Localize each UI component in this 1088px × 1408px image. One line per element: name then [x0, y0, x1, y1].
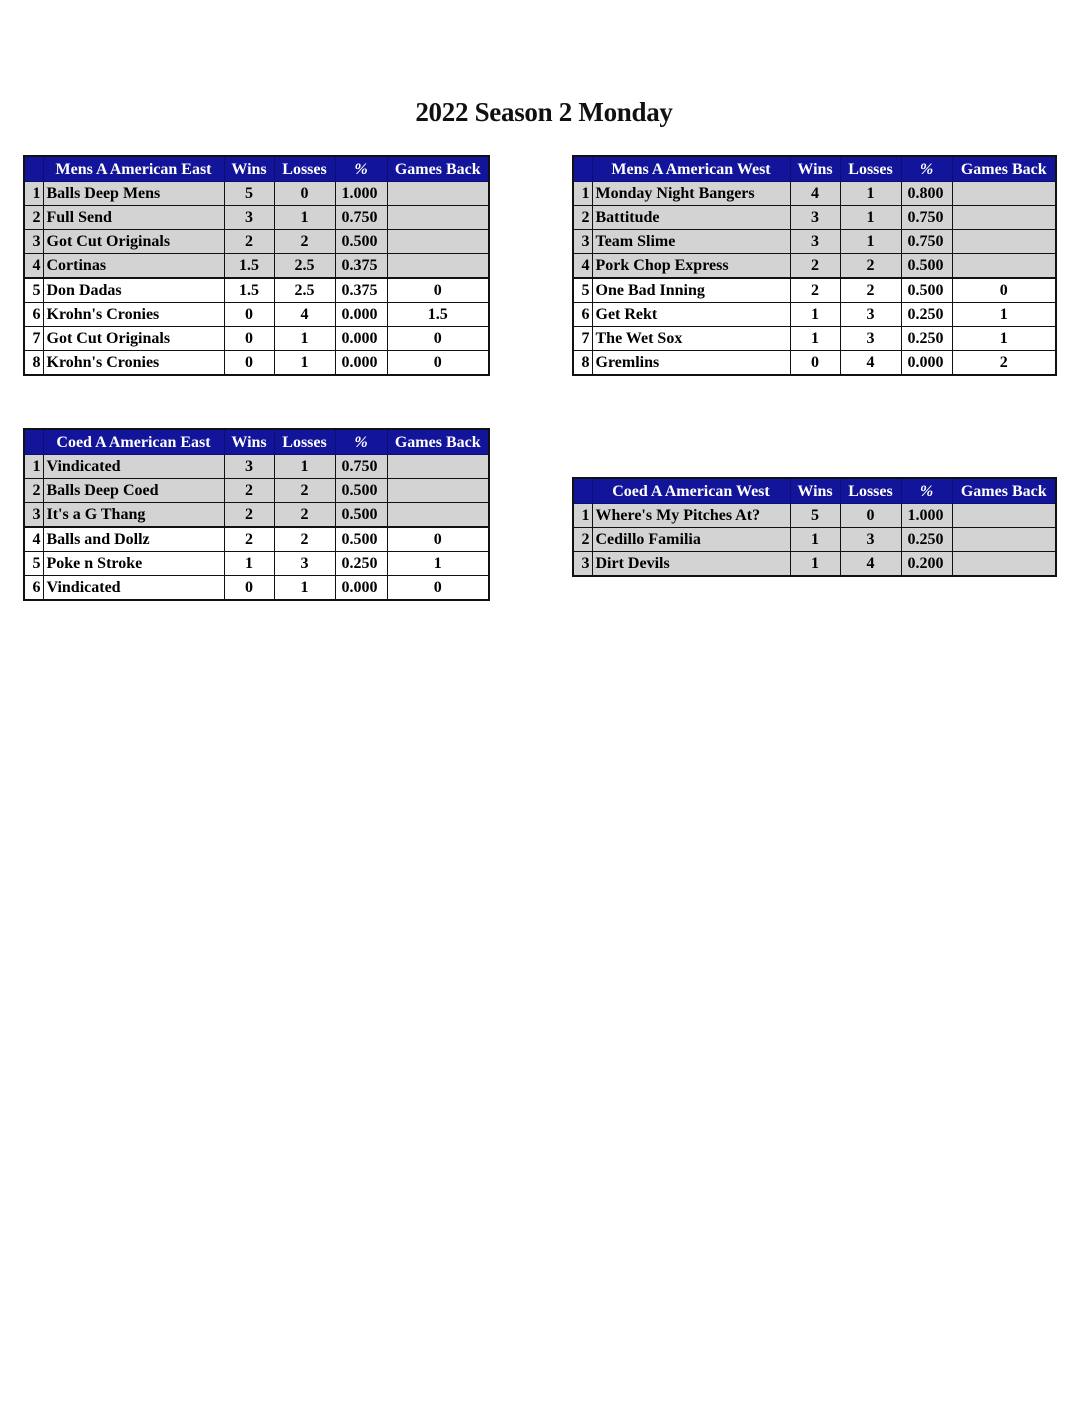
pct-header: % — [335, 156, 387, 182]
standings-table-coed-east — [23, 428, 490, 601]
team-name-cell: Dirt Devils — [592, 552, 790, 577]
table-row — [573, 182, 1056, 206]
page-title: 2022 Season 2 Monday — [415, 97, 673, 127]
rank-header — [573, 478, 592, 504]
losses-cell: 4 — [840, 351, 901, 376]
games-back-cell — [387, 182, 489, 206]
losses-cell: 2.5 — [274, 278, 335, 303]
games-back-cell — [952, 206, 1056, 230]
games-back-cell: 2 — [952, 351, 1056, 376]
losses-cell: 1 — [274, 576, 335, 601]
games-back-cell: 0 — [387, 278, 489, 303]
pct-cell: 0.250 — [901, 303, 952, 327]
division-name: Coed A American East — [43, 429, 224, 455]
rank-cell: 6 — [24, 303, 43, 327]
pct-header: % — [335, 429, 387, 455]
team-name-cell: Krohn's Cronies — [43, 303, 224, 327]
games-back-cell: 1 — [952, 303, 1056, 327]
pct-cell: 0.200 — [901, 552, 952, 577]
division-name: Coed A American West — [592, 478, 790, 504]
losses-cell: 2 — [274, 479, 335, 503]
pct-cell: 0.375 — [335, 254, 387, 279]
losses-cell: 3 — [840, 303, 901, 327]
losses-header: Losses — [840, 156, 901, 182]
rank-cell: 4 — [573, 254, 592, 279]
pct-cell: 0.750 — [901, 206, 952, 230]
losses-cell: 2 — [274, 527, 335, 552]
pct-cell: 1.000 — [901, 504, 952, 528]
rank-cell: 8 — [24, 351, 43, 376]
table-row — [24, 230, 489, 254]
table-row — [24, 503, 489, 528]
pct-cell: 0.500 — [335, 479, 387, 503]
losses-cell: 0 — [274, 182, 335, 206]
wins-cell: 1.5 — [224, 278, 274, 303]
rank-cell: 3 — [24, 230, 43, 254]
games-back-cell — [952, 182, 1056, 206]
pct-cell: 0.000 — [901, 351, 952, 376]
wins-cell: 1 — [790, 552, 840, 577]
team-name-cell: Team Slime — [592, 230, 790, 254]
rank-cell: 6 — [573, 303, 592, 327]
table-row — [24, 479, 489, 503]
pct-cell: 0.000 — [335, 351, 387, 376]
losses-cell: 3 — [274, 552, 335, 576]
games-back-header: Games Back — [387, 429, 489, 455]
pct-cell: 0.375 — [335, 278, 387, 303]
games-back-cell — [387, 503, 489, 528]
wins-cell: 3 — [790, 206, 840, 230]
pct-cell: 0.000 — [335, 303, 387, 327]
rank-cell: 4 — [24, 254, 43, 279]
losses-cell: 0 — [840, 504, 901, 528]
rank-cell: 7 — [24, 327, 43, 351]
pct-header: % — [901, 478, 952, 504]
games-back-cell: 0 — [387, 351, 489, 376]
rank-cell: 1 — [24, 182, 43, 206]
table-row — [573, 278, 1056, 303]
wins-cell: 3 — [790, 230, 840, 254]
table-row — [573, 230, 1056, 254]
rank-cell: 2 — [24, 479, 43, 503]
losses-cell: 2 — [274, 230, 335, 254]
wins-cell: 2 — [224, 503, 274, 528]
wins-cell: 1 — [790, 303, 840, 327]
team-name-cell: Got Cut Originals — [43, 230, 224, 254]
rank-header — [24, 156, 43, 182]
games-back-cell — [952, 528, 1056, 552]
team-name-cell: Cortinas — [43, 254, 224, 279]
rank-cell: 5 — [573, 278, 592, 303]
games-back-cell — [952, 254, 1056, 279]
games-back-cell: 0 — [387, 576, 489, 601]
table-header-row — [24, 156, 489, 182]
team-name-cell: Balls Deep Mens — [43, 182, 224, 206]
table-row — [573, 351, 1056, 376]
rank-cell: 3 — [573, 230, 592, 254]
team-name-cell: Cedillo Familia — [592, 528, 790, 552]
pct-cell: 0.250 — [335, 552, 387, 576]
table-row — [24, 254, 489, 279]
games-back-cell — [952, 552, 1056, 577]
losses-cell: 2 — [840, 278, 901, 303]
team-name-cell: Vindicated — [43, 576, 224, 601]
table-row — [24, 351, 489, 376]
rank-cell: 7 — [573, 327, 592, 351]
pct-cell: 1.000 — [335, 182, 387, 206]
games-back-cell: 0 — [952, 278, 1056, 303]
table-row — [24, 182, 489, 206]
team-name-cell: Where's My Pitches At? — [592, 504, 790, 528]
rank-cell: 1 — [573, 182, 592, 206]
rank-cell: 8 — [573, 351, 592, 376]
team-name-cell: Full Send — [43, 206, 224, 230]
wins-cell: 5 — [790, 504, 840, 528]
rank-header — [24, 429, 43, 455]
pct-cell: 0.250 — [901, 327, 952, 351]
table-row — [24, 327, 489, 351]
division-name: Mens A American West — [592, 156, 790, 182]
team-name-cell: One Bad Inning — [592, 278, 790, 303]
losses-header: Losses — [274, 156, 335, 182]
rank-cell: 2 — [573, 206, 592, 230]
losses-cell: 3 — [840, 327, 901, 351]
team-name-cell: Battitude — [592, 206, 790, 230]
games-back-header: Games Back — [952, 156, 1056, 182]
losses-cell: 1 — [274, 206, 335, 230]
wins-cell: 0 — [224, 576, 274, 601]
wins-cell: 1 — [790, 327, 840, 351]
pct-cell: 0.250 — [901, 528, 952, 552]
rank-header — [573, 156, 592, 182]
wins-cell: 5 — [224, 182, 274, 206]
rank-cell: 1 — [24, 455, 43, 479]
team-name-cell: Pork Chop Express — [592, 254, 790, 279]
table-row — [24, 206, 489, 230]
losses-cell: 1 — [840, 206, 901, 230]
losses-cell: 4 — [274, 303, 335, 327]
rank-cell: 4 — [24, 527, 43, 552]
pct-cell: 0.750 — [901, 230, 952, 254]
pct-header: % — [901, 156, 952, 182]
team-name-cell: Monday Night Bangers — [592, 182, 790, 206]
table-row — [24, 455, 489, 479]
losses-cell: 1 — [274, 327, 335, 351]
losses-cell: 4 — [840, 552, 901, 577]
pct-cell: 0.750 — [335, 206, 387, 230]
pct-cell: 0.500 — [901, 278, 952, 303]
games-back-cell: 1.5 — [387, 303, 489, 327]
team-name-cell: Krohn's Cronies — [43, 351, 224, 376]
team-name-cell: Balls Deep Coed — [43, 479, 224, 503]
wins-cell: 0 — [224, 303, 274, 327]
team-name-cell: The Wet Sox — [592, 327, 790, 351]
pct-cell: 0.500 — [335, 230, 387, 254]
losses-cell: 1 — [840, 230, 901, 254]
losses-cell: 1 — [840, 182, 901, 206]
pct-cell: 0.000 — [335, 576, 387, 601]
wins-cell: 4 — [790, 182, 840, 206]
wins-cell: 2 — [224, 479, 274, 503]
table-row — [573, 552, 1056, 577]
wins-header: Wins — [790, 478, 840, 504]
games-back-cell — [387, 206, 489, 230]
team-name-cell: Get Rekt — [592, 303, 790, 327]
table-header-row — [24, 429, 489, 455]
games-back-cell — [952, 230, 1056, 254]
wins-cell: 0 — [224, 351, 274, 376]
wins-cell: 2 — [790, 278, 840, 303]
team-name-cell: Got Cut Originals — [43, 327, 224, 351]
table-header-row — [573, 156, 1056, 182]
table-row — [24, 576, 489, 601]
table-row — [573, 327, 1056, 351]
wins-cell: 0 — [224, 327, 274, 351]
pct-cell: 0.800 — [901, 182, 952, 206]
games-back-cell — [387, 479, 489, 503]
wins-cell: 1.5 — [224, 254, 274, 279]
rank-cell: 3 — [24, 503, 43, 528]
pct-cell: 0.750 — [335, 455, 387, 479]
pct-cell: 0.500 — [335, 503, 387, 528]
wins-header: Wins — [224, 156, 274, 182]
losses-cell: 3 — [840, 528, 901, 552]
games-back-cell: 1 — [387, 552, 489, 576]
wins-cell: 2 — [790, 254, 840, 279]
rank-cell: 1 — [573, 504, 592, 528]
table-row — [24, 527, 489, 552]
wins-cell: 1 — [790, 528, 840, 552]
rank-cell: 2 — [24, 206, 43, 230]
wins-header: Wins — [224, 429, 274, 455]
table-row — [24, 278, 489, 303]
wins-cell: 3 — [224, 455, 274, 479]
games-back-header: Games Back — [387, 156, 489, 182]
games-back-cell: 1 — [952, 327, 1056, 351]
games-back-cell: 0 — [387, 327, 489, 351]
losses-cell: 2 — [274, 503, 335, 528]
table-row — [24, 552, 489, 576]
games-back-cell — [952, 504, 1056, 528]
losses-cell: 2.5 — [274, 254, 335, 279]
standings-table-mens-west — [572, 155, 1057, 376]
wins-cell: 2 — [224, 527, 274, 552]
team-name-cell: Gremlins — [592, 351, 790, 376]
division-name: Mens A American East — [43, 156, 224, 182]
team-name-cell: Don Dadas — [43, 278, 224, 303]
standings-table-mens-east — [23, 155, 490, 376]
rank-cell: 6 — [24, 576, 43, 601]
rank-cell: 2 — [573, 528, 592, 552]
games-back-cell: 0 — [387, 527, 489, 552]
games-back-cell — [387, 254, 489, 279]
wins-cell: 1 — [224, 552, 274, 576]
wins-cell: 3 — [224, 206, 274, 230]
rank-cell: 5 — [24, 552, 43, 576]
table-row — [573, 254, 1056, 279]
team-name-cell: Balls and Dollz — [43, 527, 224, 552]
table-header-row — [573, 478, 1056, 504]
pct-cell: 0.000 — [335, 327, 387, 351]
games-back-header: Games Back — [952, 478, 1056, 504]
standings-table-coed-west — [572, 477, 1057, 577]
wins-cell: 2 — [224, 230, 274, 254]
team-name-cell: Poke n Stroke — [43, 552, 224, 576]
table-row — [24, 303, 489, 327]
games-back-cell — [387, 455, 489, 479]
team-name-cell: It's a G Thang — [43, 503, 224, 528]
losses-header: Losses — [274, 429, 335, 455]
losses-cell: 2 — [840, 254, 901, 279]
pct-cell: 0.500 — [901, 254, 952, 279]
table-row — [573, 303, 1056, 327]
table-row — [573, 206, 1056, 230]
wins-cell: 0 — [790, 351, 840, 376]
rank-cell: 5 — [24, 278, 43, 303]
table-row — [573, 504, 1056, 528]
table-row — [573, 528, 1056, 552]
losses-header: Losses — [840, 478, 901, 504]
rank-cell: 3 — [573, 552, 592, 577]
wins-header: Wins — [790, 156, 840, 182]
losses-cell: 1 — [274, 455, 335, 479]
games-back-cell — [387, 230, 489, 254]
team-name-cell: Vindicated — [43, 455, 224, 479]
losses-cell: 1 — [274, 351, 335, 376]
pct-cell: 0.500 — [335, 527, 387, 552]
